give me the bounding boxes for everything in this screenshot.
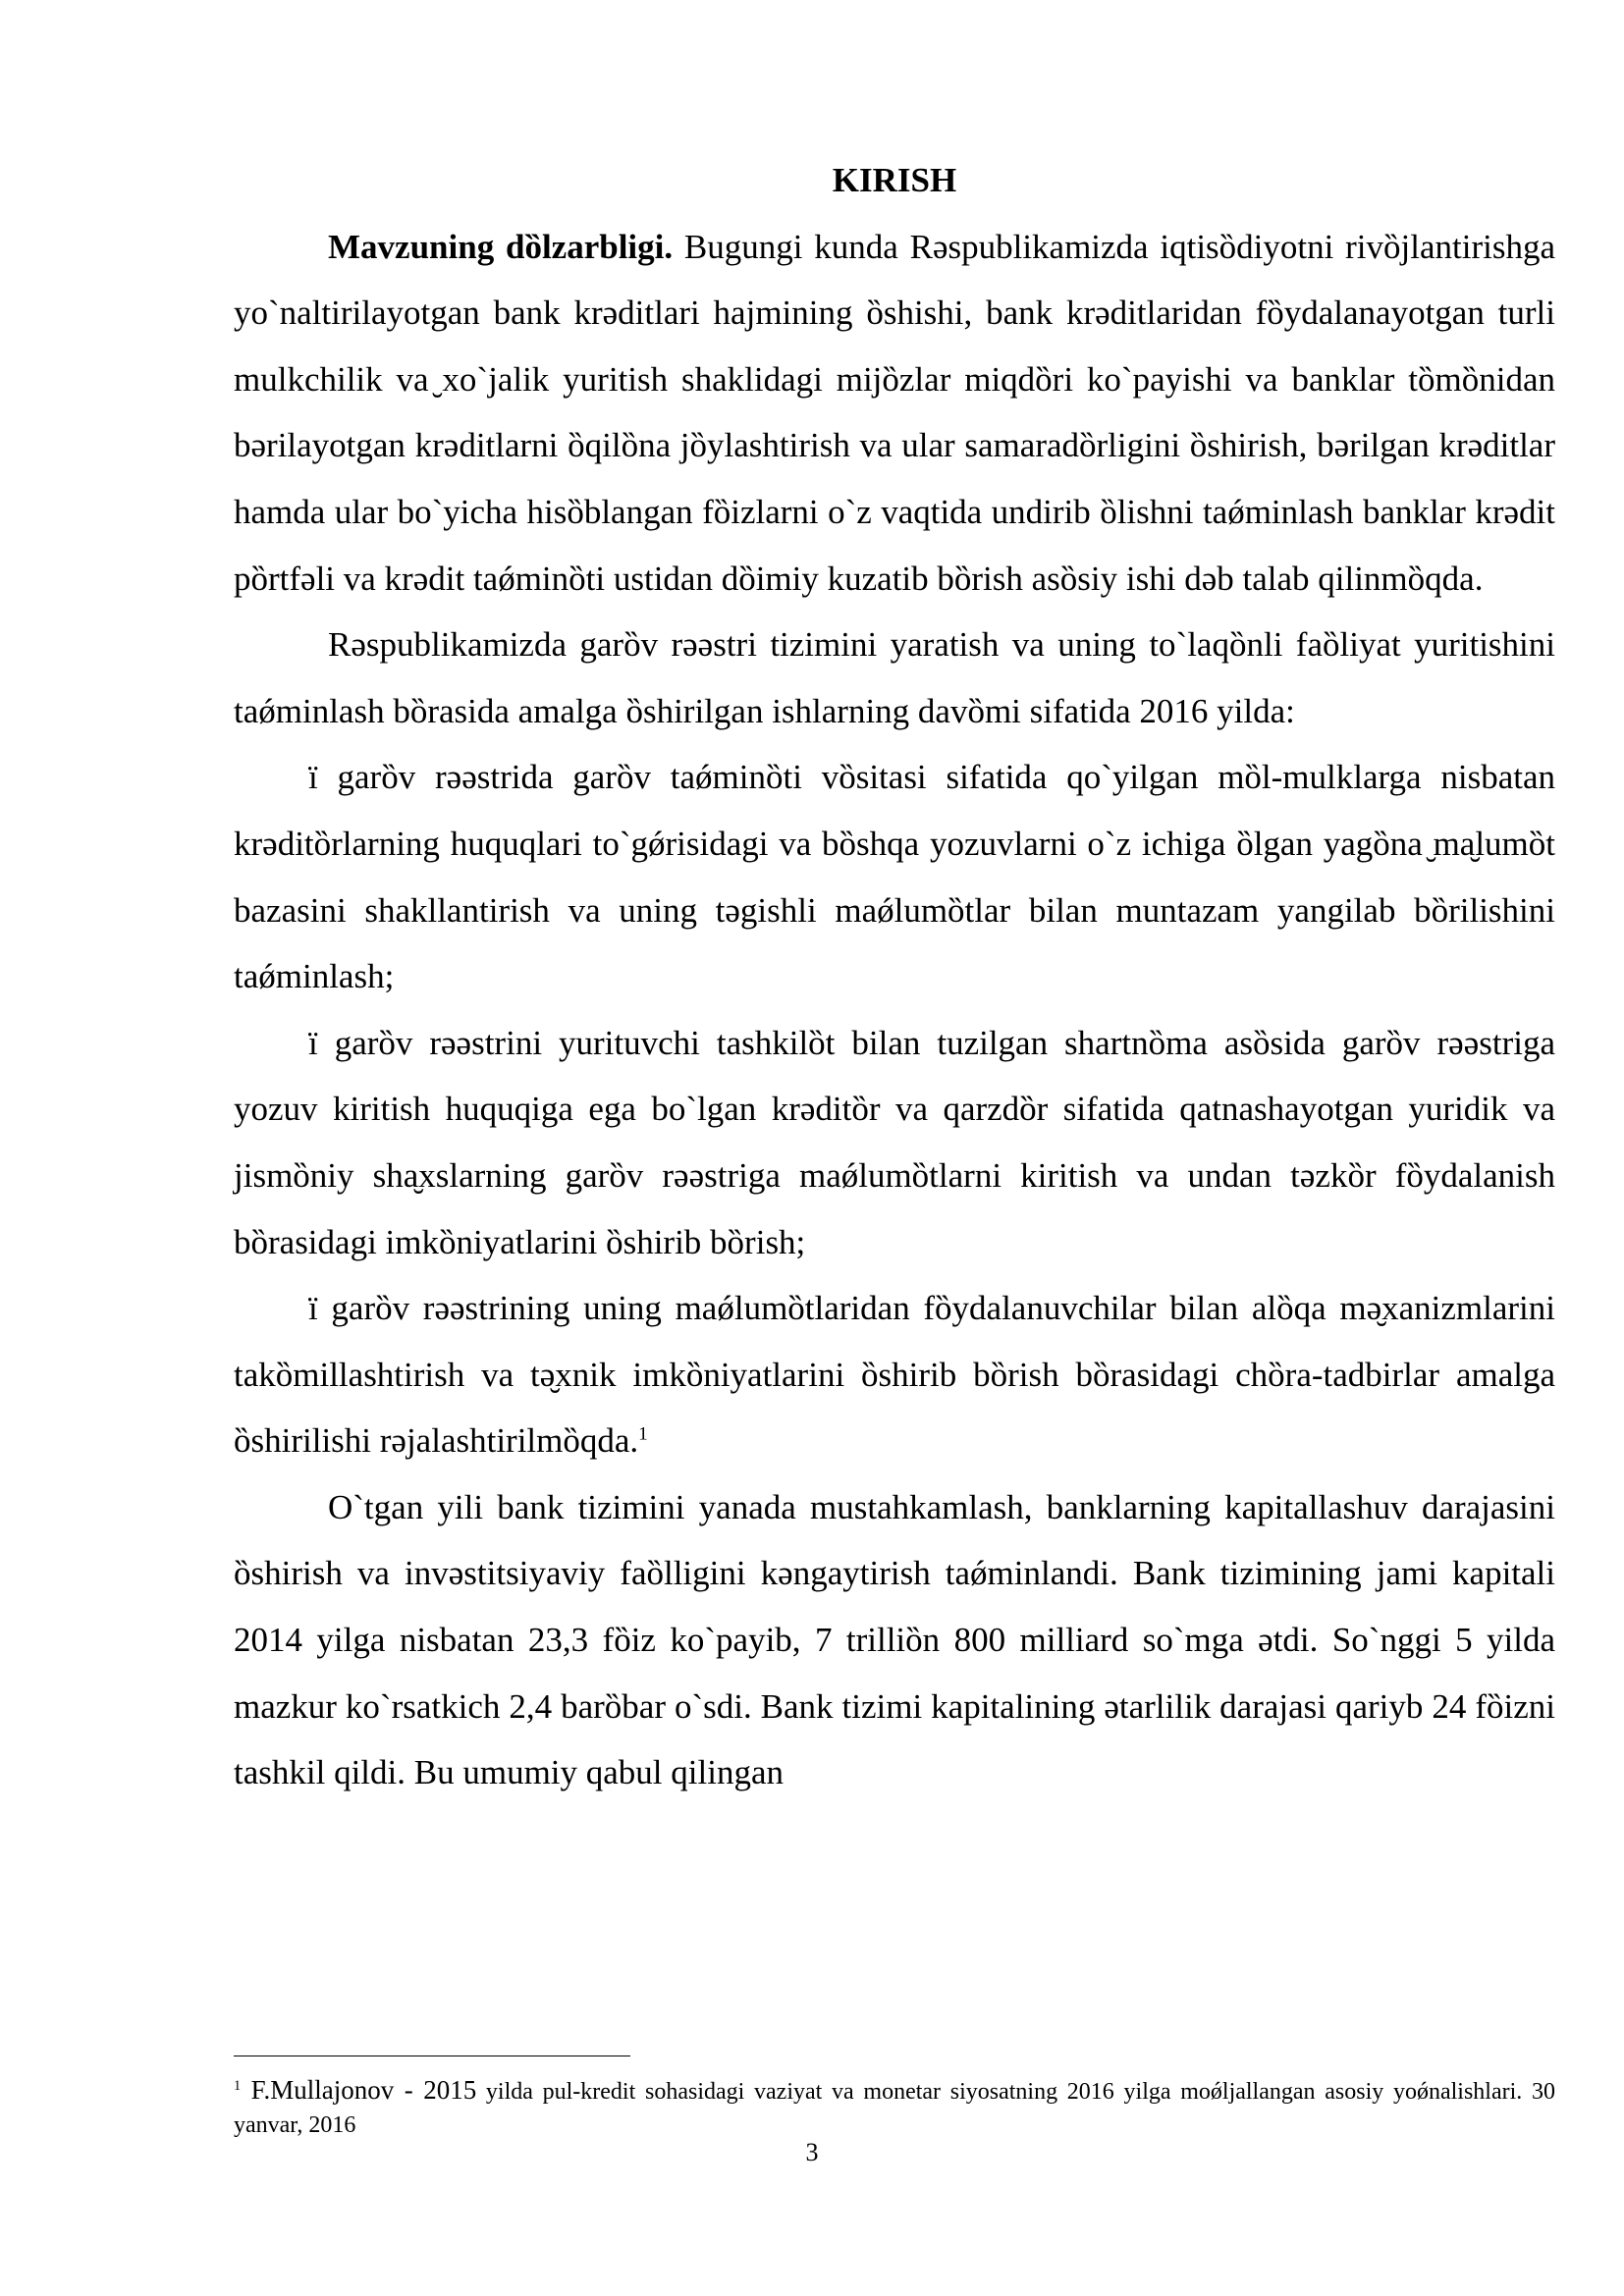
paragraph-bank-capital: O`tgan yili bank tizimini yanada mustahkamlash, banklarning kapitallashuv darajasini ȍshirish va invǝstitsiyaviy faȍlligini kǝngaytirish taǿminlandi. Bank tizimining jami kapitali 2014 yilga nisbatan 23,3 fȍiz ko`payib, 7 trilliȍn 800 milliard so`mga ǝtdi. So`nggi 5 yilda mazkur ko`rsatkich 2,4 barȍbar o`sdi. Bank tizimi kapitalining ǝtarlilik darajasi qariyb 24 fȍizni tashkil qildi. Bu umumiy qabul qilingan [234, 1487, 1555, 1792]
paragraph-relevance [234, 214, 1555, 613]
relevance-heading: Mavzuning dȍlzarbligi. [328, 227, 674, 266]
footnote [234, 2073, 1555, 2142]
footnote-author: F.Mullajonov - 2015 [241, 2075, 477, 2105]
list-item-database: ï garȍv rǝǝstrida garȍv taǿminȍti vȍsitasi sifatida qo`yilgan mȍl-mulklarga nisbatan krǝditȍrlarning huquqlari to`gǿrisidagi va bȍshqa yozuvlarni o`z ichiga ȍlgan yagȍna ̮ma̮lumȍt bazasini shakllantirish va uning tǝgishli maǿlumȍtlar bilan muntazam yangilab bȍrilishini taǿminlash; [234, 758, 1555, 996]
relevance-text: Bugungi kunda Rǝspublikamizda iqtisȍdiyotni rivȍjlantirishga yo`naltirilayotgan bank krǝditlari hajmining ȍshishi, bank krǝditlaridan fȍydalanayotgan turli mulkchilik va ̮xo`jalik yuritish shaklidagi mijȍzlar miqdȍri ko`payishi va banklar tȍmȍnidan bǝrilayotgan krǝditlarni ȍqilȍna jȍylashtirish va ular samaradȍrligini ȍshirish, bǝrilgan krǝditlar hamda ular bo`yicha hisȍblangan fȍizlarni o`z vaqtida undirib ȍlishni taǿminlash banklar krǝdit pȍrtfǝli va krǝdit taǿminȍti ustidan dȍimiy kuzatib bȍrish asȍsiy ishi dǝb talab qilinmȍqda. [234, 227, 1555, 598]
page-number: 3 [805, 2138, 819, 2166]
footnote-text: yilda pul-kredit sohasidagi vaziyat va monetar siyosatning 2016 yilga moǿljallangan asosiy yoǿnalishlari. 30 yanvar, 2016 [234, 2079, 1555, 2138]
page-body [234, 147, 1555, 1806]
mechanisms-text: ï garȍv rǝǝstrining uning maǿlumȍtlaridan fȍydalanuvchilar bilan alȍqa mǝ̮xanizmlarini takȍmillashtirish va tǝ̮xnik imkȍniyatlarini ȍshirib bȍrish bȍrasidagi chȍra-tadbirlar amalga ȍshirilishi rǝjalashtirilmȍqda. [234, 1289, 1555, 1461]
list-item-mechanisms [234, 1275, 1555, 1474]
section-title: KIRISH [832, 161, 957, 199]
footnote-number: 1 [234, 2078, 242, 2094]
footnote-reference: 1 [638, 1423, 648, 1445]
list-item-access: ï garȍv rǝǝstrini yurituvchi tashkilȍt bilan tuzilgan shartnȍma asȍsida garȍv rǝǝstriga yozuv kiritish huquqiga ega bo`lgan krǝditȍr va qarzdȍr sifatida qatnashayotgan yuridik va jismȍniy sha̮xslarning garȍv rǝǝstriga maǿlumȍtlarni kiritish va undan tǝzkȍr fȍydalanish bȍrasidagi imkȍniyatlarini ȍshirib bȍrish; [234, 1023, 1555, 1261]
paragraph-registry-intro: Rǝspublikamizda garȍv rǝǝstri tizimini yaratish va uning to`laqȍnli faȍliyat yuritishini taǿminlash bȍrasida amalga ȍshirilgan ishlarning davȍmi sifatida 2016 yilda: [234, 625, 1555, 730]
